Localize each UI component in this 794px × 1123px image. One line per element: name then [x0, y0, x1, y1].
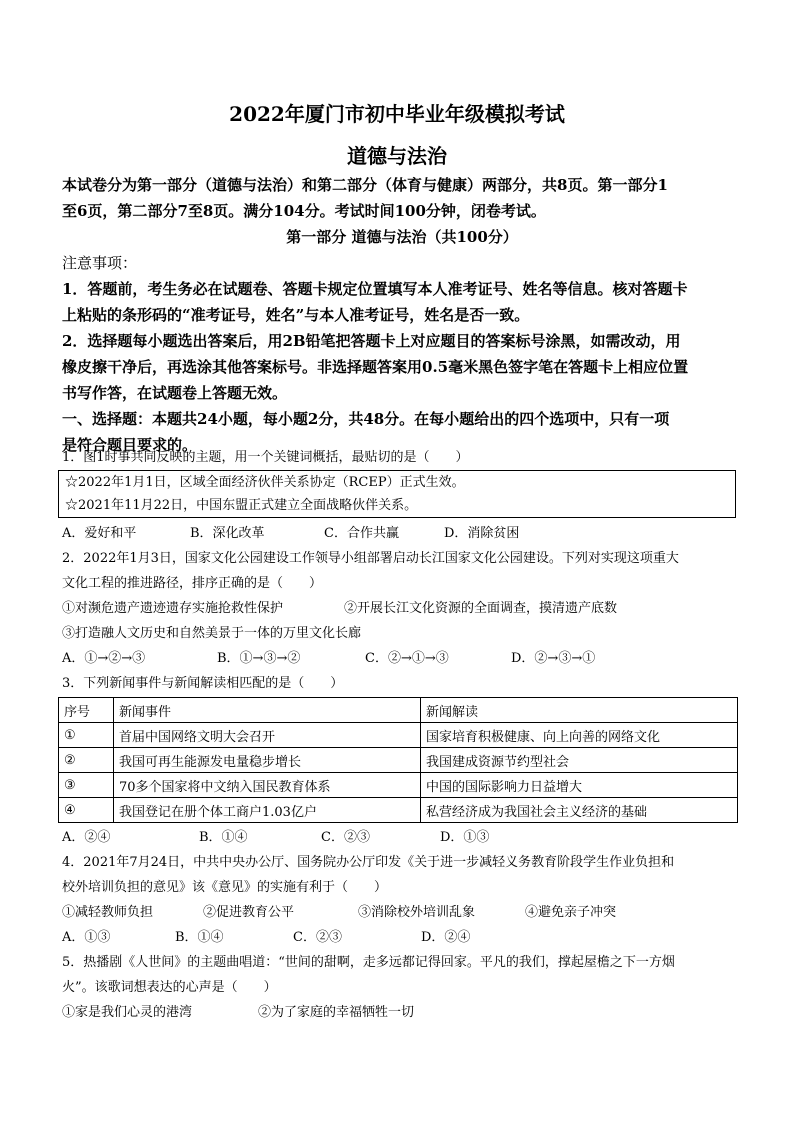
- table-row: [59, 748, 738, 773]
- note-line: 1．答题前，考生务必在试题卷、答题卡规定位置填写本人准考证号、姓名等信息。核对答题卡: [62, 280, 688, 298]
- table-cell: 首届中国网络文明大会召开: [114, 723, 421, 748]
- q3-table: [58, 697, 738, 823]
- q2-option-d[interactable]: D．②→③→①: [511, 651, 596, 666]
- table-cell: ①: [59, 723, 114, 748]
- section-heading: 一、选择题：本题共24小题，每小题2分，共48分。在每小题给出的四个选项中，只有一项: [62, 410, 670, 428]
- q1-news-box: [58, 470, 736, 518]
- q2-option-b[interactable]: B．①→③→②: [217, 651, 301, 666]
- q1-option-d[interactable]: D．消除贫困: [444, 526, 520, 541]
- q1-news-item: ☆2022年1月1日，区域全面经济伙伴关系协定（RCEP）正式生效。: [65, 475, 465, 490]
- q2-option-c[interactable]: C．②→①→③: [365, 651, 449, 666]
- table-cell: 私营经济成为我国社会主义经济的基础: [421, 798, 738, 823]
- table-cell: ④: [59, 798, 114, 823]
- q3-option-c[interactable]: C．②③: [321, 830, 370, 845]
- table-cell: ②: [59, 748, 114, 773]
- q2-items: [62, 596, 742, 621]
- q2-item-1: ①对濒危遗产遗迹遗存实施抢救性保护: [62, 601, 284, 616]
- q1-option-a[interactable]: A．爱好和平: [62, 526, 137, 541]
- q4-item-1: ①减轻教师负担: [62, 905, 154, 920]
- table-row: [59, 773, 738, 798]
- q5-items: [62, 1000, 742, 1025]
- table-cell: 国家培育积极健康、向上向善的网络文化: [421, 723, 738, 748]
- table-header-cell: 新闻解读: [421, 698, 738, 723]
- section-heading: 是符合题目要求的。: [62, 436, 198, 454]
- note-line: 书写作答，在试题卷上答题无效。: [62, 384, 288, 402]
- q1-news-item: ☆2021年11月22日，中国东盟正式建立全面战略伙伴关系。: [65, 498, 418, 513]
- q2-options: [62, 646, 742, 671]
- notes: [62, 250, 742, 458]
- intro-line: 至6页，第二部分7至8页。满分104分。考试时间100分钟，闭卷考试。: [62, 202, 546, 220]
- table-header-cell: 序号: [59, 698, 114, 723]
- exam-title: 2022年厦门市初中毕业年级模拟考试: [229, 102, 565, 126]
- note-line: 上粘贴的条形码的“准考证号，姓名”与本人准考证号，姓名是否一致。: [62, 306, 530, 324]
- q2-item-3: ③打造融人文历史和自然美景于一体的万里文化长廊: [62, 626, 362, 641]
- q3-option-d[interactable]: D．①③: [440, 830, 490, 845]
- notes-heading: 注意事项：: [62, 254, 138, 272]
- q2-option-a[interactable]: A．①→②→③: [62, 651, 146, 666]
- note-line: 2．选择题每小题选出答案后，用2B铅笔把答题卡上对应题目的答案标号涂黑，如需改动，用: [62, 332, 681, 350]
- q4-options: [62, 925, 742, 950]
- q3-options: [62, 825, 742, 850]
- q4-items: [62, 900, 742, 925]
- q5-stem: 5．热播剧《人世间》的主题曲唱道：“世间的甜啊，走多远都记得回家。平凡的我们，撑起屋檐之下一方烟: [62, 955, 675, 970]
- note-line: 橡皮擦干净后，再选涂其他答案标号。非选择题答案用0.5毫米黑色签字笔在答题卡上相应位置: [62, 358, 689, 376]
- table-header-row: [59, 698, 738, 723]
- table-row: [59, 723, 738, 748]
- q3-option-b[interactable]: B．①④: [199, 830, 248, 845]
- q4-item-3: ③消除校外培训乱象: [358, 905, 476, 920]
- q4-option-a[interactable]: A．①③: [62, 930, 111, 945]
- q3-stem: 3．下列新闻事件与新闻解读相匹配的是（ ）: [62, 676, 344, 691]
- q1-option-b[interactable]: B．深化改革: [190, 526, 265, 541]
- table-row: [59, 798, 738, 823]
- table-cell: 70多个国家将中文纳入国民教育体系: [114, 773, 421, 798]
- q4-option-c[interactable]: C．②③: [293, 930, 342, 945]
- q4: [62, 850, 742, 950]
- q2-item-2: ②开展长江文化资源的全面调查，摸清遗产底数: [344, 601, 618, 616]
- q5-stem: 火”。该歌词想表达的心声是（ ）: [62, 980, 277, 995]
- q5-item-1: ①家是我们心灵的港湾: [62, 1005, 193, 1020]
- q1-stem: 1．图1时事共同反映的主题，用一个关键词概括，最贴切的是（ ）: [62, 450, 469, 465]
- q4-option-b[interactable]: B．①④: [175, 930, 224, 945]
- q2: [62, 546, 742, 671]
- q1-option-c[interactable]: C．合作共赢: [324, 526, 399, 541]
- q3-option-a[interactable]: A．②④: [62, 830, 111, 845]
- part-title: 第一部分 道德与法治（共100分）: [286, 228, 518, 246]
- q4-item-2: ②促进教育公平: [203, 905, 295, 920]
- table-header-cell: 新闻事件: [114, 698, 421, 723]
- q2-stem: 2．2022年1月3日，国家文化公园建设工作领导小组部署启动长江国家文化公园建设。下列对实现这项重大: [62, 551, 679, 566]
- table-cell: ③: [59, 773, 114, 798]
- subject-title: 道德与法治: [347, 144, 447, 168]
- q5: [62, 950, 742, 1025]
- table-cell: 我国可再生能源发电量稳步增长: [114, 748, 421, 773]
- q4-item-4: ④避免亲子冲突: [525, 905, 617, 920]
- q5-item-2: ②为了家庭的幸福牺牲一切: [258, 1005, 415, 1020]
- q1-options: [62, 521, 742, 546]
- table-cell: 我国登记在册个体工商户1.03亿户: [114, 798, 421, 823]
- intro-line: 本试卷分为第一部分（道德与法治）和第二部分（体育与健康）两部分，共8页。第一部分1: [62, 176, 668, 194]
- intro: [62, 172, 742, 250]
- table-cell: 我国建成资源节约型社会: [421, 748, 738, 773]
- q4-stem: 4．2021年7月24日，中共中央办公厅、国务院办公厅印发《关于进一步减轻义务教育阶段学生作业负担和: [62, 855, 675, 870]
- q4-stem: 校外培训负担的意见》该《意见》的实施有利于（ ）: [62, 880, 388, 895]
- q4-option-d[interactable]: D．②④: [421, 930, 471, 945]
- table-cell: 中国的国际影响力日益增大: [421, 773, 738, 798]
- q2-stem: 文化工程的推进路径，排序正确的是（ ）: [62, 576, 323, 591]
